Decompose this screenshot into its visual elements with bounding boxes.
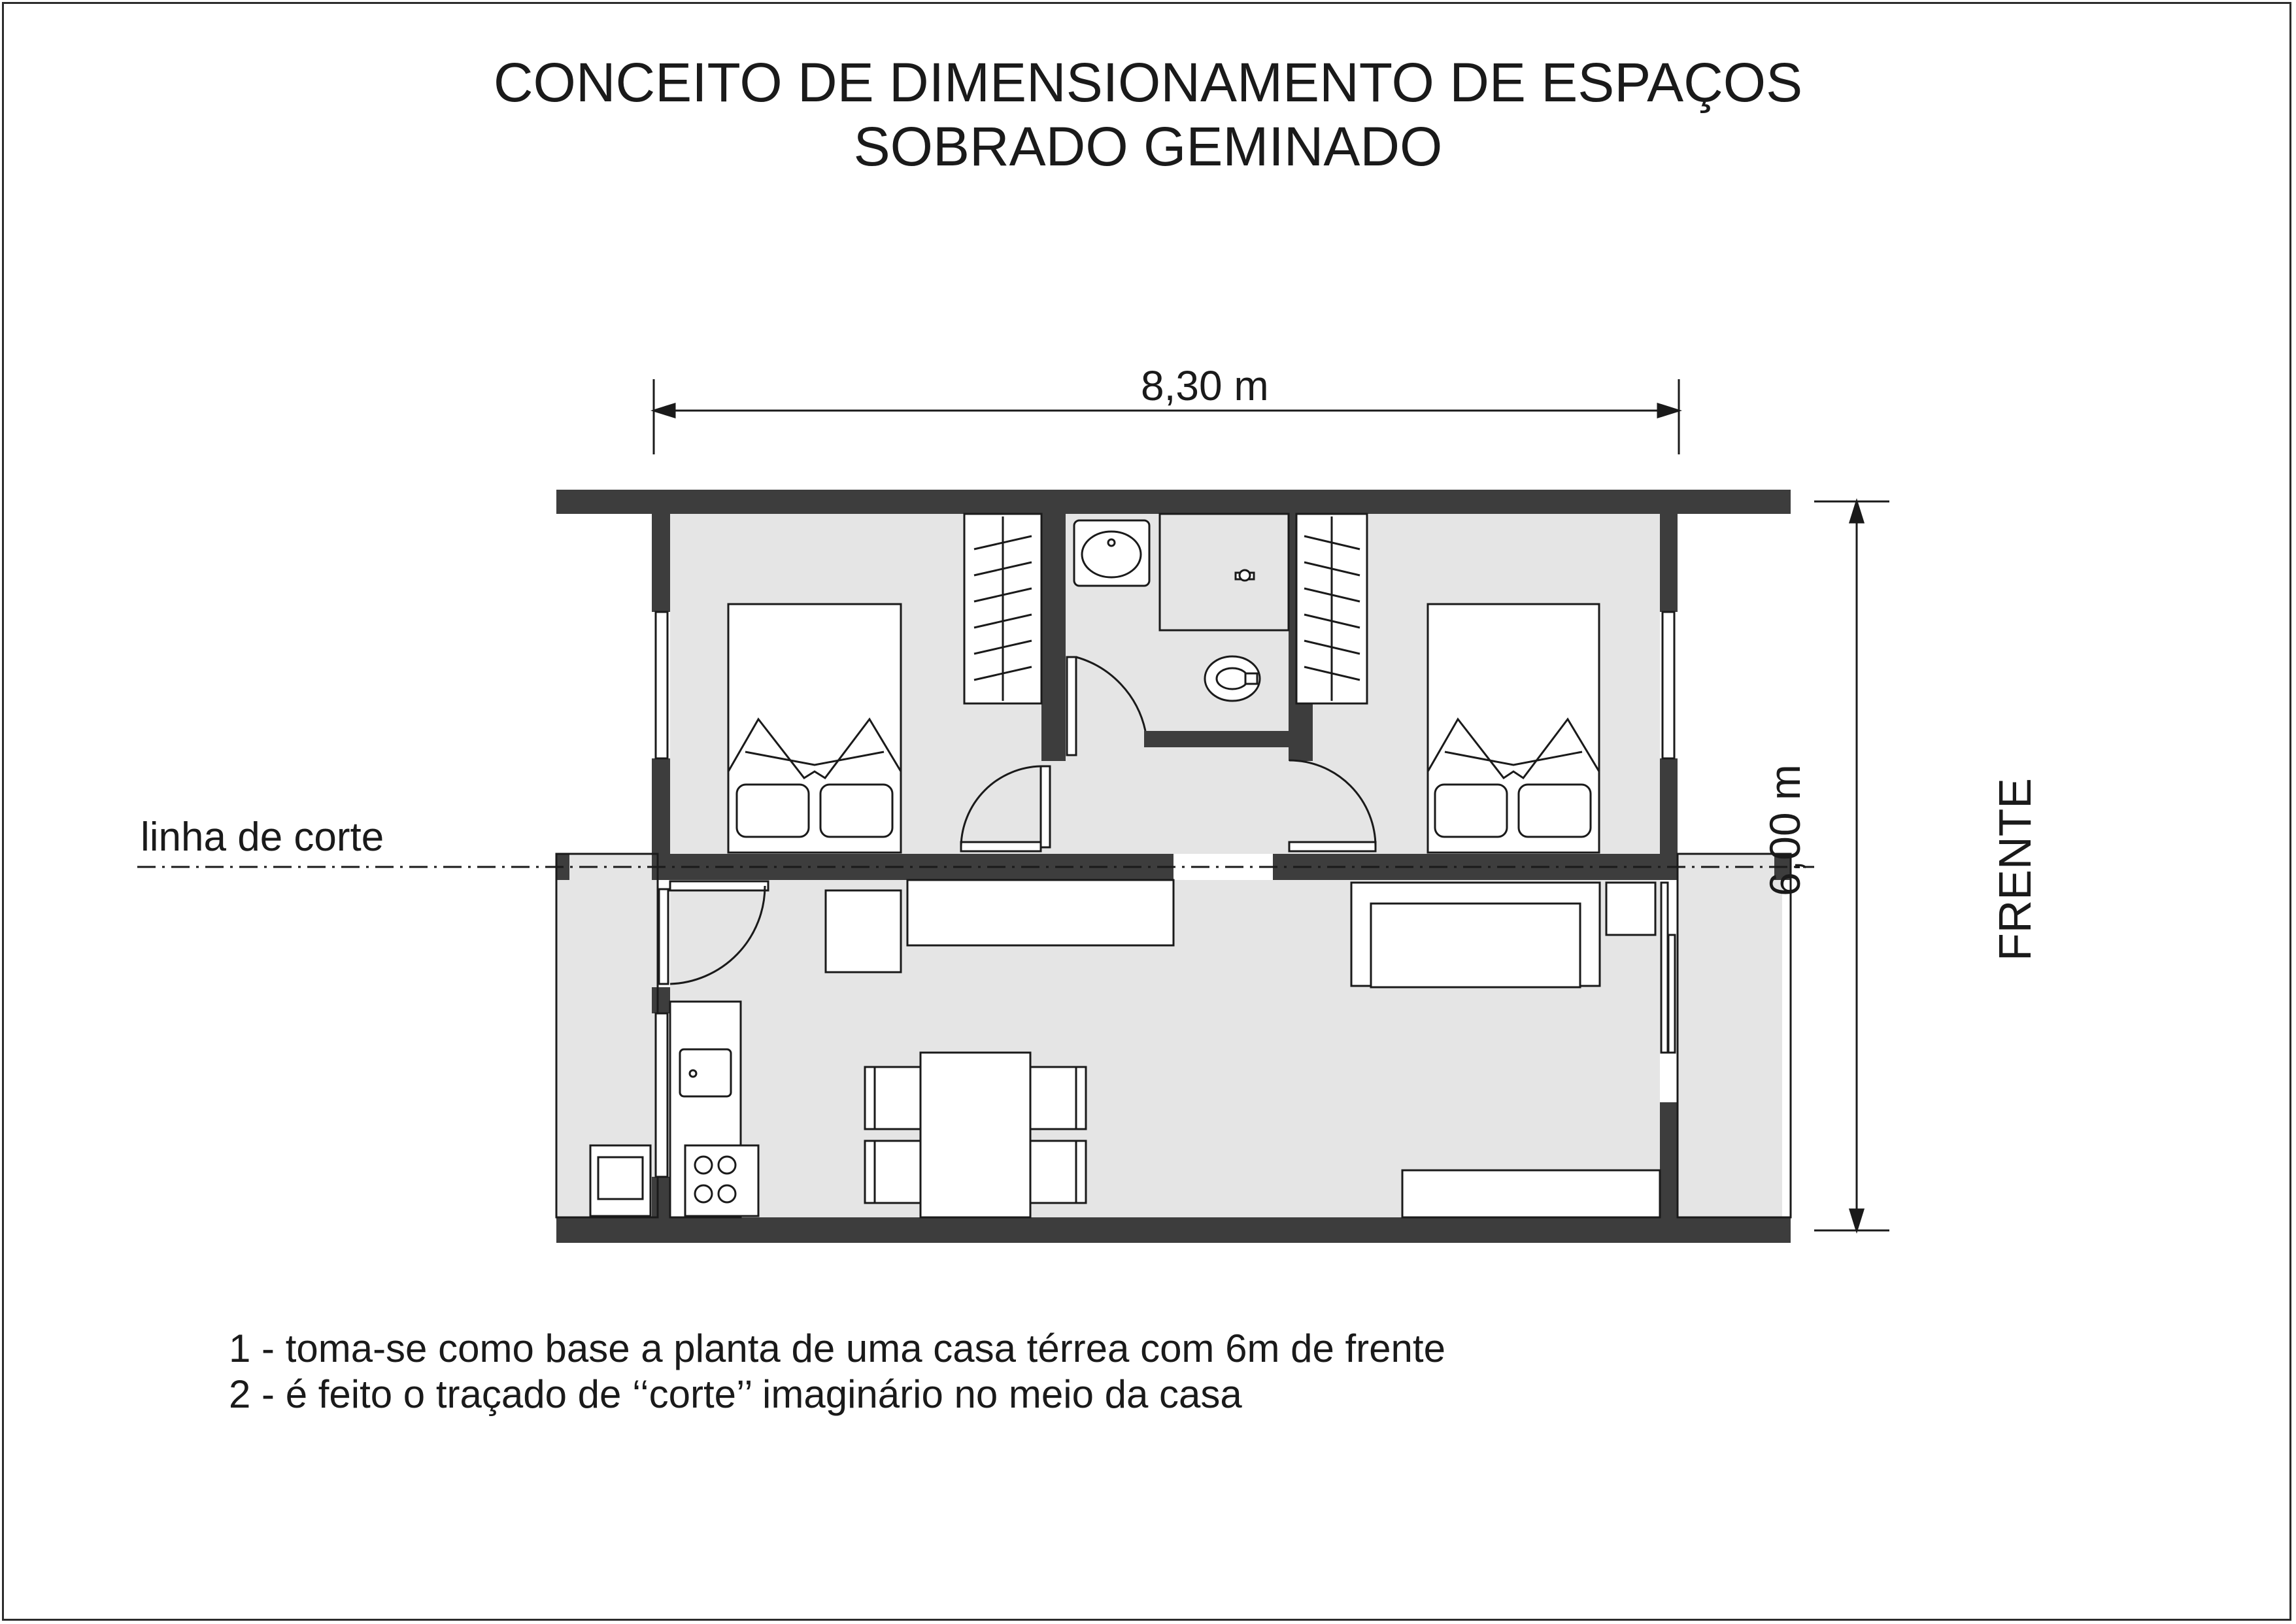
left-wall-base bbox=[652, 1177, 670, 1217]
sink-icon bbox=[1074, 520, 1149, 586]
window-bedroom-left bbox=[656, 612, 667, 758]
sliding-door-front bbox=[1661, 883, 1675, 1053]
left-wall-lower bbox=[652, 987, 670, 1013]
wardrobe-left bbox=[964, 514, 1041, 703]
bed-left-pillow-2 bbox=[820, 785, 892, 837]
bottom-wall bbox=[556, 1217, 1791, 1243]
dimension-depth bbox=[1814, 501, 1889, 1230]
left-wall-upper bbox=[652, 514, 670, 612]
note-1: 1 - toma-se como base a planta de uma casa térrea com 6m de frente bbox=[229, 1327, 1445, 1370]
bath-wall-left bbox=[1041, 514, 1066, 761]
right-wall-lower bbox=[1660, 1102, 1678, 1217]
bed-left-pillow-1 bbox=[737, 785, 809, 837]
front-label: FRENTE bbox=[1989, 778, 2040, 961]
chair-left-2 bbox=[865, 1141, 920, 1203]
toilet-icon bbox=[1205, 656, 1260, 701]
laundry-tank-icon bbox=[590, 1145, 650, 1216]
bed-right-pillow-1 bbox=[1435, 785, 1507, 837]
wardrobe-right bbox=[1296, 514, 1367, 703]
sliding-panel-1 bbox=[1661, 883, 1668, 1053]
bath-wall-bottom bbox=[1144, 731, 1289, 747]
stove-icon bbox=[685, 1145, 758, 1216]
cut-line-label: linha de corte bbox=[141, 815, 384, 860]
side-table-right bbox=[1606, 883, 1655, 935]
sideboard bbox=[1402, 1170, 1660, 1217]
bed-right bbox=[1428, 604, 1599, 853]
top-wall bbox=[556, 490, 1791, 514]
depth-dimension-label: 6,00 m bbox=[1761, 764, 1809, 896]
chair-right-1 bbox=[1030, 1067, 1086, 1129]
bed-left bbox=[728, 604, 901, 853]
width-dimension-label: 8,30 m bbox=[1141, 362, 1269, 409]
right-wall-upper bbox=[1660, 514, 1678, 612]
window-bedroom-right bbox=[1663, 612, 1674, 758]
counter-top bbox=[907, 880, 1173, 945]
note-2: 2 - é feito o traçado de ‘‘corte’’ imaginário no meio da casa bbox=[229, 1372, 1242, 1416]
dining-table bbox=[920, 1053, 1030, 1217]
title-line-2: SOBRADO GEMINADO bbox=[853, 116, 1443, 177]
chair-left-1 bbox=[865, 1067, 920, 1129]
bed-right-pillow-2 bbox=[1519, 785, 1591, 837]
shower-area bbox=[1160, 514, 1289, 630]
window-kitchen bbox=[656, 1013, 667, 1177]
sliding-panel-2 bbox=[1668, 935, 1675, 1053]
title-line-1: CONCEITO DE DIMENSIONAMENTO DE ESPAÇOS bbox=[493, 52, 1803, 113]
porch-front-floor bbox=[1678, 854, 1782, 1217]
chair-right-2 bbox=[1030, 1141, 1086, 1203]
side-table-left bbox=[826, 890, 901, 972]
sofa-seat bbox=[1371, 904, 1580, 987]
hall-floor bbox=[1041, 743, 1289, 854]
kitchen-sink-icon bbox=[680, 1049, 731, 1096]
